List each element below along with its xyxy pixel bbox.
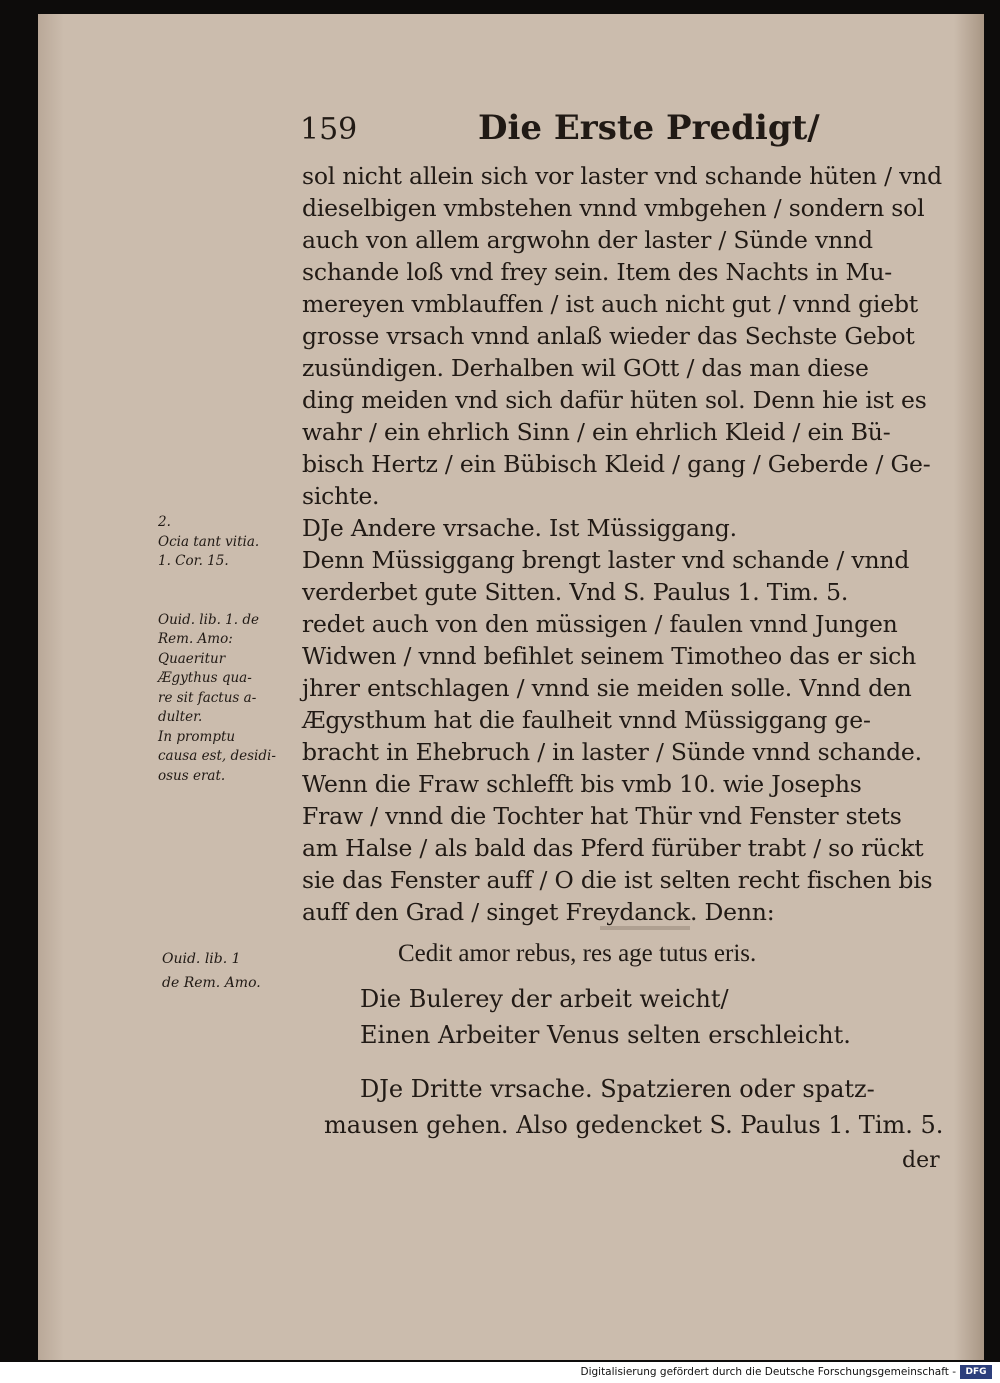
german-verse-line-1: Die Bulerey der arbeit weicht/ <box>360 985 729 1013</box>
page-number: 159 <box>300 112 358 147</box>
text-line: Ægysthum hat die faulheit vnnd Müssiggang ge- <box>302 706 871 734</box>
text-line: Wenn die Fraw schlefft bis vmb 10. wie Josephs <box>302 770 862 798</box>
latin-verse: Cedit amor rebus, res age tutus eris. <box>398 940 757 967</box>
margin-line: re sit factus a- <box>158 689 257 706</box>
margin-line: 1. Cor. 15. <box>158 553 229 569</box>
margin-notes-ovid <box>162 947 261 995</box>
text-line: Widwen / vnnd befihlet seinem Timotheo das er sich <box>302 642 917 670</box>
text-line: Fraw / vnnd die Tochter hat Thür vnd Fenster stets <box>302 802 902 830</box>
text-line: am Halse / als bald das Pferd fürüber trabt / so rückt <box>302 834 924 862</box>
text-line: wahr / ein ehrlich Sinn / ein ehrlich Kleid / ein Bü- <box>302 418 891 446</box>
german-verse-line-2: Einen Arbeiter Venus selten erschleicht. <box>360 1021 851 1049</box>
text-line: Denn Müssiggang brengt laster vnd schande / vnnd <box>302 546 910 574</box>
margin-line <box>158 572 276 592</box>
running-title: Die Erste Predigt/ <box>478 108 820 148</box>
third-paragraph-line-2: mausen gehen. Also gedencket S. Paulus 1. Tim. 5. <box>324 1111 944 1139</box>
footer-bar <box>0 1362 1000 1383</box>
dfg-logo: DFG <box>960 1365 992 1379</box>
margin-line: Ægythus qua- <box>158 670 252 686</box>
margin-line: Ocia tant vitia. <box>158 533 260 550</box>
text-line: dieselbigen vmbstehen vnnd vmbgehen / sondern sol <box>302 194 925 222</box>
text-line: auch von allem argwohn der laster / Sünde vnnd <box>302 226 873 254</box>
margin-notes <box>158 513 276 786</box>
text-line: DJe Andere vrsache. Ist Müssiggang. <box>302 514 737 542</box>
text-line: ding meiden vnd sich dafür hüten sol. Denn hie ist es <box>302 386 927 414</box>
margin-line: Ouid. lib. 1 <box>162 951 241 967</box>
text-line: sol nicht allein sich vor laster vnd schande hüten / vnd <box>302 162 942 190</box>
text-line: sie das Fenster auff / O die ist selten recht fischen bis <box>302 866 933 894</box>
margin-line: dulter. <box>158 709 203 725</box>
margin-line: In promptu <box>158 728 236 745</box>
text-line: redet auch von den müssigen / faulen vnnd Jungen <box>302 610 898 638</box>
text-line: auff den Grad / singet Freydanck. Denn: <box>302 898 775 926</box>
margin-line: Quaeritur <box>158 650 226 667</box>
footer-credit: Digitalisierung gefördert durch die Deutsche Forschungsgemeinschaft - <box>580 1366 956 1378</box>
margin-line <box>158 591 276 611</box>
text-line: mereyen vmblauffen / ist auch nicht gut / vnnd giebt <box>302 290 919 318</box>
main-text-block <box>302 160 942 928</box>
text-line: bracht in Ehebruch / in laster / Sünde vnnd schande. <box>302 738 922 766</box>
margin-line: de Rem. Amo. <box>162 975 261 991</box>
third-paragraph-line-1: DJe Dritte vrsache. Spatzieren oder spatz- <box>360 1075 875 1103</box>
text-line: grosse vrsach vnnd anlaß wieder das Sechste Gebot <box>302 322 915 350</box>
ink-smudge <box>600 926 690 930</box>
gutter-shadow <box>38 14 64 1360</box>
edge-shadow <box>954 14 984 1360</box>
text-line: verderbet gute Sitten. Vnd S. Paulus 1. Tim. 5. <box>302 578 849 606</box>
text-line: bisch Hertz / ein Bübisch Kleid / gang / Geberde / Ge- <box>302 450 931 478</box>
margin-line: causa est, desidi- <box>158 748 276 764</box>
margin-line: Rem. Amo: <box>158 631 233 647</box>
text-line: sichte. <box>302 482 380 510</box>
margin-line: osus erat. <box>158 767 226 784</box>
margin-line: Ouid. lib. 1. de <box>158 611 259 628</box>
text-line: zusündigen. Derhalben wil GOtt / das man diese <box>302 354 869 382</box>
text-line: schande loß vnd frey sein. Item des Nachts in Mu- <box>302 258 892 286</box>
catchword: der <box>902 1148 940 1173</box>
text-line: jhrer entschlagen / vnnd sie meiden solle. Vnnd den <box>302 674 912 702</box>
margin-line: 2. <box>158 514 171 530</box>
